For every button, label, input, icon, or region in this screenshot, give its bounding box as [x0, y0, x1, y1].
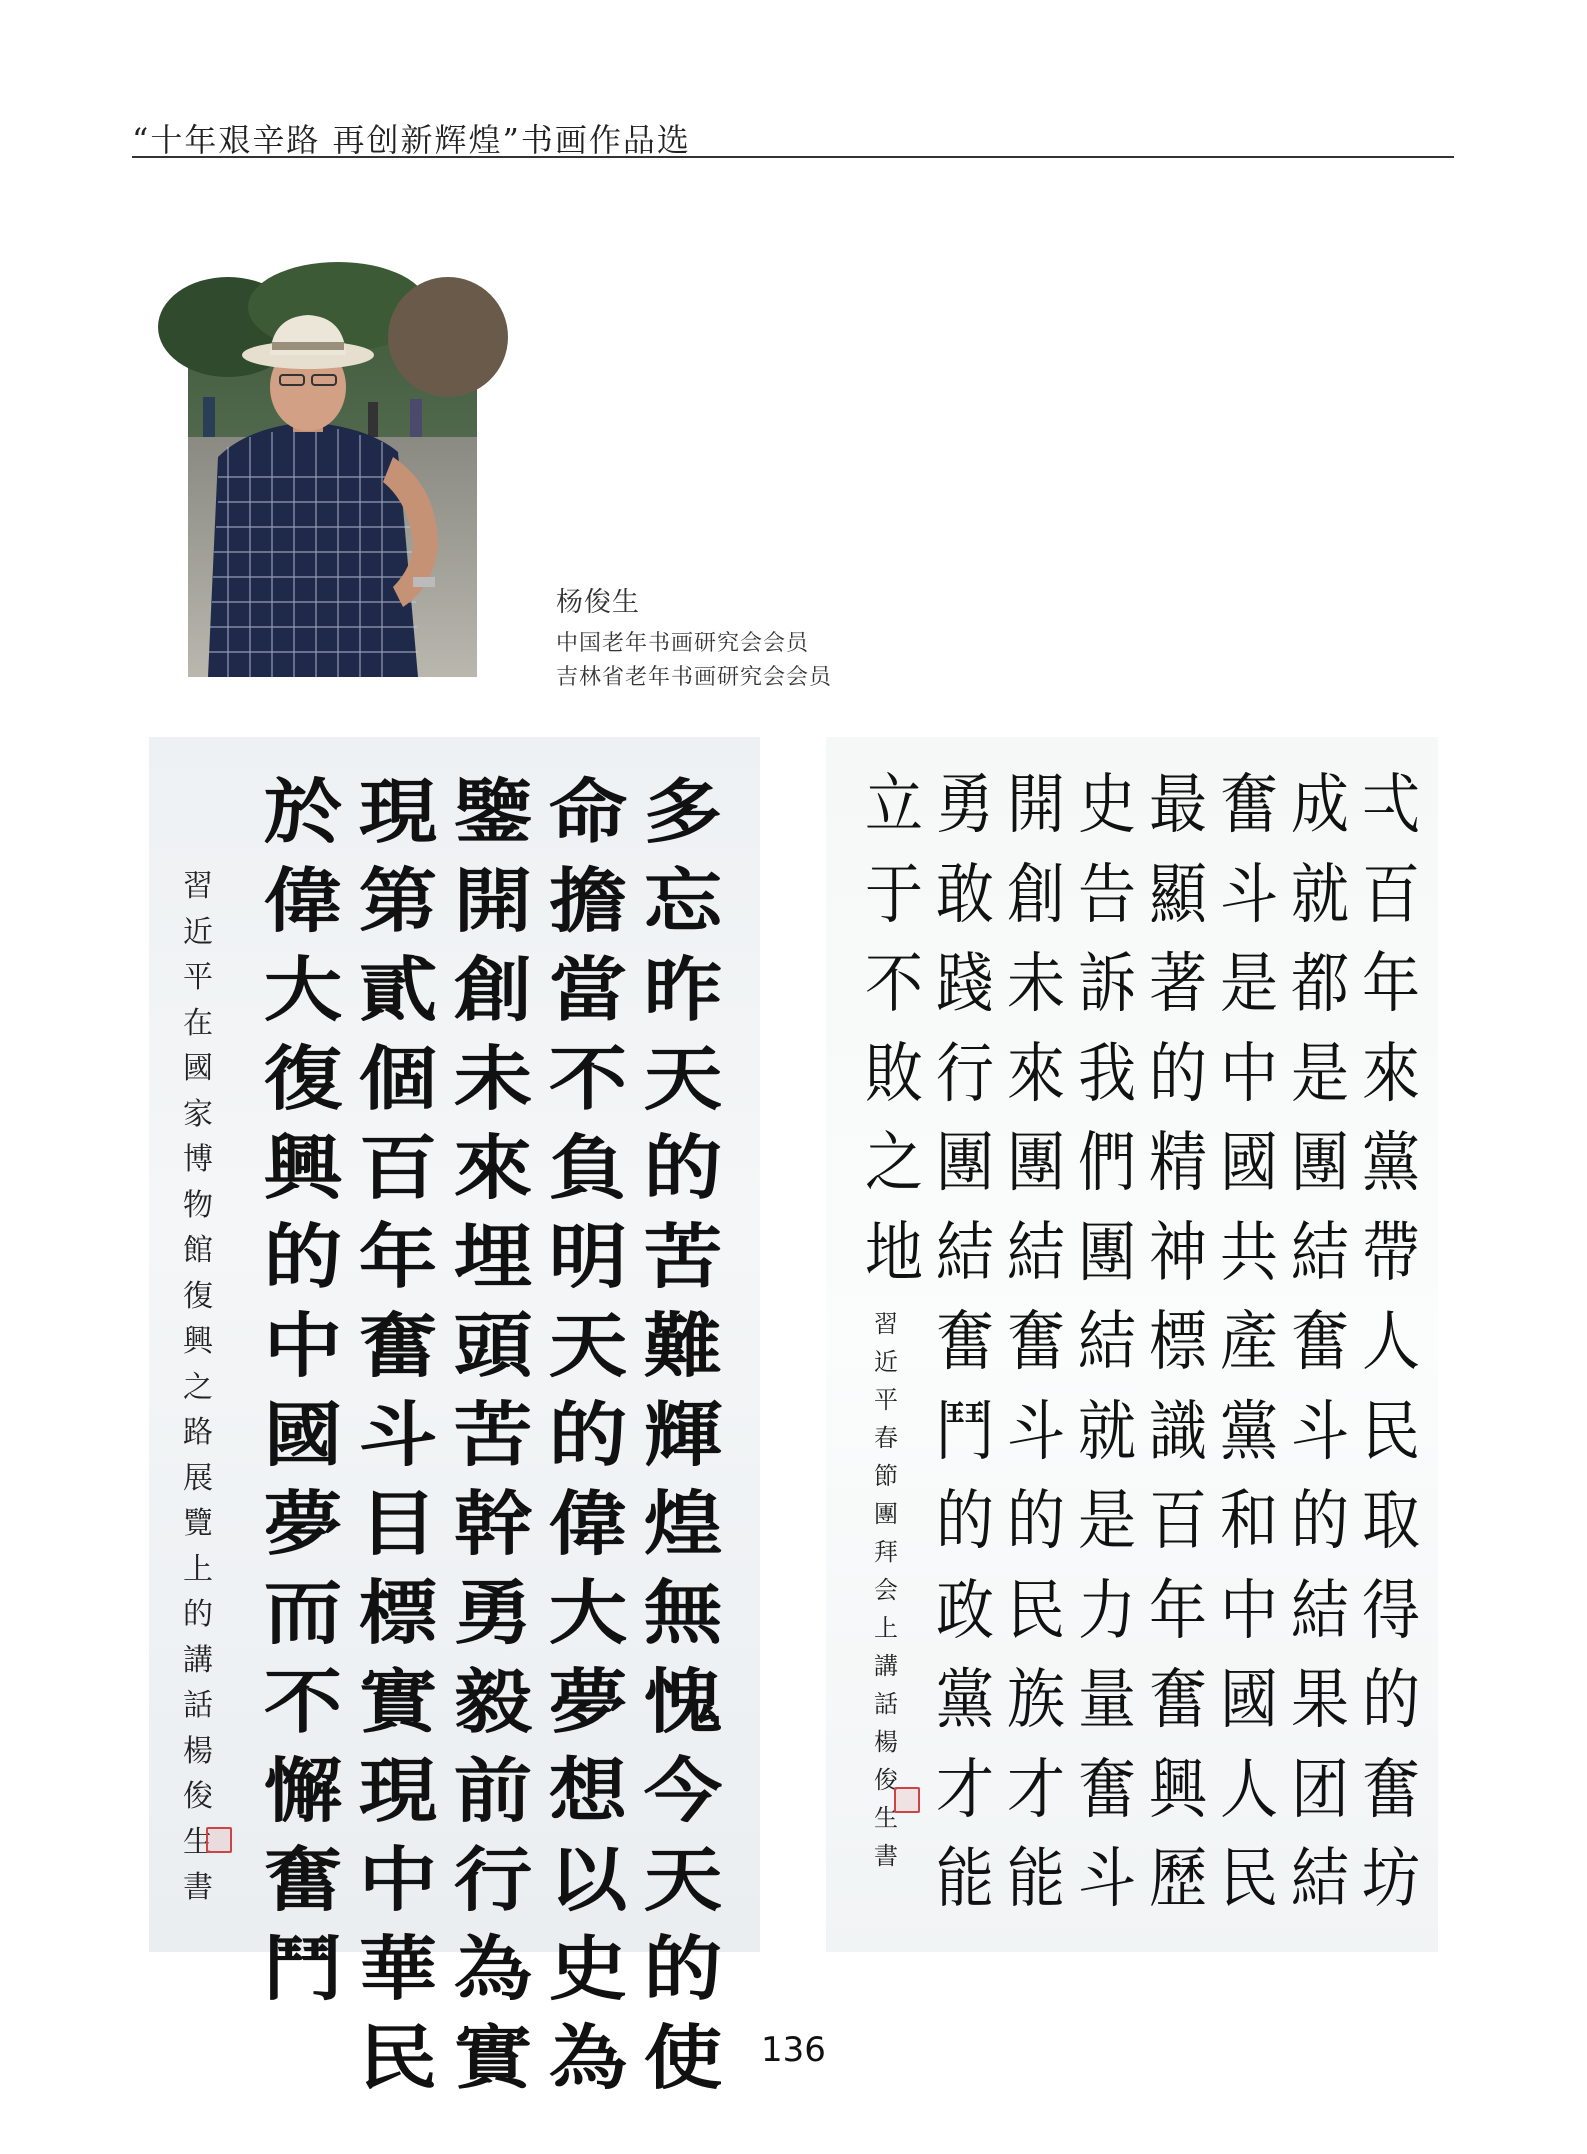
- calligraphy-character: 路: [183, 1415, 213, 1450]
- calligraphy-character: 斗: [358, 1393, 438, 1476]
- calligraphy-character: 話: [874, 1690, 898, 1718]
- calligraphy-character: 興: [1148, 1750, 1207, 1827]
- calligraphy-character: 擔: [548, 859, 628, 942]
- calligraphy-character: 幹: [453, 1482, 533, 1565]
- calligraphy-character: 實: [358, 1660, 438, 1743]
- calligraphy-character: 之: [864, 1124, 923, 1201]
- calligraphy-character: 百: [1148, 1482, 1207, 1559]
- calligraphy-character: 開: [1006, 766, 1065, 843]
- calligraphy-character: 春: [874, 1424, 898, 1452]
- calligraphy-character: 埋: [453, 1215, 533, 1298]
- calligraphy-character: 斗: [1290, 1392, 1349, 1469]
- calligraphy-character: 物: [183, 1187, 213, 1223]
- calligraphy-character: 都: [1290, 945, 1349, 1022]
- header-rule: [132, 156, 1454, 158]
- calligraphy-character: 黨: [1361, 1124, 1420, 1201]
- calligraphy-character: 中: [263, 1304, 343, 1387]
- calligraphy-character: 而: [263, 1571, 343, 1654]
- calligraphy-character: 的: [183, 1597, 213, 1632]
- calligraphy-character: 奮: [263, 1838, 343, 1921]
- calligraphy-character: 奮: [1077, 1750, 1136, 1827]
- calligraphy-character: 天: [643, 1037, 723, 1120]
- calligraphy-character: 最: [1148, 766, 1207, 843]
- calligraphy-character: 展: [183, 1460, 213, 1496]
- calligraphy-character: 愧: [643, 1660, 723, 1743]
- calligraphy-character: 踐: [935, 945, 994, 1022]
- calligraphy-character: 告: [1077, 855, 1136, 932]
- calligraphy-character: 我: [1077, 1034, 1136, 1111]
- calligraphy-character: 識: [1148, 1392, 1207, 1469]
- calligraphy-character: 不: [548, 1037, 628, 1120]
- calligraphy-character: 結: [1077, 1303, 1136, 1380]
- calligraphy-character: 命: [548, 770, 628, 853]
- calligraphy-character: 夢: [548, 1660, 628, 1743]
- calligraphy-character: 來: [453, 1126, 533, 1209]
- calligraphy-character: 人: [1361, 1303, 1420, 1380]
- calligraphy-character: 不: [263, 1660, 343, 1743]
- calligraphy-character: 結: [935, 1213, 994, 1290]
- calligraphy-character: 的: [1361, 1661, 1420, 1738]
- calligraphy-character: 國: [1219, 1661, 1278, 1738]
- calligraphy-character: 勇: [453, 1571, 533, 1654]
- calligraphy-character: 弌: [1361, 766, 1420, 843]
- calligraphy-character: 中: [1219, 1571, 1278, 1648]
- calligraphy-character: 的: [1006, 1482, 1065, 1559]
- calligraphy-character: 的: [263, 1215, 343, 1298]
- calligraphy-character: 年: [1361, 945, 1420, 1022]
- calligraphy-character: 偉: [263, 859, 343, 942]
- calligraphy-character: 習: [183, 869, 213, 904]
- calligraphy-character: 國: [1219, 1124, 1278, 1201]
- calligraphy-character: 頭: [453, 1304, 533, 1387]
- calligraphy-character: 未: [1006, 945, 1065, 1022]
- calligraphy-character: 想: [548, 1749, 628, 1832]
- calligraphy-character: 團: [1006, 1124, 1065, 1201]
- calligraphy-character: 實: [453, 2016, 533, 2099]
- calligraphy-character: 帶: [1361, 1213, 1420, 1290]
- calligraphy-character: 得: [1361, 1571, 1420, 1648]
- calligraphy-character: 使: [643, 2016, 723, 2099]
- calligraphy-scroll-seal: [826, 737, 1438, 1952]
- calligraphy-character: 團: [935, 1124, 994, 1201]
- calligraphy-character: 平: [183, 960, 213, 995]
- calligraphy-character: 力: [1077, 1571, 1136, 1648]
- calligraphy-character: 難: [643, 1304, 723, 1387]
- calligraphy-character: 神: [1148, 1213, 1207, 1290]
- calligraphy-character: 的: [1290, 1482, 1349, 1559]
- calligraphy-character: 顯: [1148, 855, 1207, 932]
- calligraphy-character: 的: [643, 1126, 723, 1209]
- calligraphy-character: 館: [183, 1233, 213, 1268]
- calligraphy-character: 敗: [864, 1034, 923, 1111]
- calligraphy-character: 貳: [358, 948, 438, 1031]
- calligraphy-character: 當: [548, 948, 628, 1031]
- calligraphy-character: 為: [548, 2016, 628, 2099]
- calligraphy-character: 年: [1148, 1571, 1207, 1648]
- calligraphy-character: 黨: [935, 1661, 994, 1738]
- calligraphy-character: 訴: [1077, 945, 1136, 1022]
- calligraphy-character: 行: [453, 1838, 533, 1921]
- calligraphy-character: 百: [1361, 855, 1420, 932]
- calligraphy-character: 覽: [183, 1506, 213, 1541]
- calligraphy-character: 斗: [1219, 855, 1278, 932]
- calligraphy-character: 興: [183, 1324, 213, 1359]
- scroll-column: [638, 770, 728, 2112]
- calligraphy-character: 立: [864, 766, 923, 843]
- calligraphy-character: 黨: [1219, 1392, 1278, 1469]
- calligraphy-character: 上: [874, 1614, 898, 1642]
- calligraphy-character: 才: [935, 1750, 994, 1827]
- calligraphy-character: 結: [1290, 1840, 1349, 1917]
- calligraphy-character: 現: [358, 770, 438, 853]
- calligraphy-character: 為: [453, 1927, 533, 2010]
- calligraphy-character: 結: [1006, 1213, 1065, 1290]
- scroll-column: [849, 766, 939, 1314]
- calligraphy-character: 今: [643, 1749, 723, 1832]
- calligraphy-character: 百: [358, 1126, 438, 1209]
- calligraphy-character: 無: [643, 1571, 723, 1654]
- calligraphy-character: 天: [643, 1838, 723, 1921]
- calligraphy-character: 昨: [643, 948, 723, 1031]
- calligraphy-character: 史: [548, 1927, 628, 2010]
- calligraphy-character: 民: [1006, 1571, 1065, 1648]
- calligraphy-character: 中: [1219, 1034, 1278, 1111]
- calligraphy-character: 忘: [643, 859, 723, 942]
- calligraphy-character: 習: [874, 1310, 898, 1338]
- scroll-column: [543, 770, 633, 2112]
- calligraphy-character: 鑒: [453, 770, 533, 853]
- calligraphy-character: 奮: [358, 1304, 438, 1387]
- calligraphy-character: 拜: [874, 1538, 898, 1566]
- calligraphy-character: 華: [358, 1927, 438, 2010]
- calligraphy-character: 的: [643, 1927, 723, 2010]
- calligraphy-character: 民: [1361, 1392, 1420, 1469]
- calligraphy-character: 的: [935, 1482, 994, 1559]
- calligraphy-character: 創: [1006, 855, 1065, 932]
- calligraphy-character: 之: [183, 1369, 213, 1405]
- calligraphy-character: 近: [874, 1348, 898, 1376]
- calligraphy-character: 是: [1219, 945, 1278, 1022]
- calligraphy-character: 族: [1006, 1661, 1065, 1738]
- calligraphy-character: 坊: [1361, 1840, 1420, 1917]
- calligraphy-character: 和: [1219, 1482, 1278, 1559]
- calligraphy-character: 興: [263, 1126, 343, 1209]
- calligraphy-character: 負: [548, 1126, 628, 1209]
- calligraphy-character: 夢: [263, 1482, 343, 1565]
- calligraphy-character: 奮: [1148, 1661, 1207, 1738]
- calligraphy-character: 講: [874, 1652, 898, 1680]
- scroll-column: [258, 770, 348, 2023]
- calligraphy-character: 不: [864, 945, 923, 1022]
- calligraphy-character: 鬥: [263, 1927, 343, 2010]
- calligraphy-character: 未: [453, 1037, 533, 1120]
- calligraphy-character: 行: [935, 1034, 994, 1111]
- calligraphy-character: 俊: [183, 1779, 213, 1814]
- calligraphy-character: 懈: [263, 1749, 343, 1832]
- calligraphy-character: 團: [1290, 1124, 1349, 1201]
- calligraphy-character: 目: [358, 1482, 438, 1565]
- calligraphy-character: 個: [358, 1037, 438, 1120]
- calligraphy-character: 於: [263, 770, 343, 853]
- calligraphy-character: 共: [1219, 1213, 1278, 1290]
- calligraphy-character: 量: [1077, 1661, 1136, 1738]
- calligraphy-character: 上: [183, 1551, 213, 1587]
- calligraphy-scroll-clerical: [149, 737, 760, 2099]
- calligraphy-character: 們: [1077, 1124, 1136, 1201]
- calligraphy-character: 奮: [1006, 1303, 1065, 1380]
- calligraphy-character: 于: [864, 855, 923, 932]
- calligraphy-character: 在: [183, 1005, 213, 1041]
- calligraphy-character: 國: [183, 1051, 213, 1086]
- book-header-title: “十年艰辛路 再创新辉煌”书画作品选: [132, 121, 691, 159]
- calligraphy-character: 敢: [935, 855, 994, 932]
- calligraphy-character: 天: [548, 1304, 628, 1387]
- calligraphy-character: 的: [1148, 1034, 1207, 1111]
- calligraphy-character: 歷: [1148, 1840, 1207, 1917]
- calligraphy-character: 苦: [453, 1393, 533, 1476]
- calligraphy-character: 奮: [1361, 1750, 1420, 1827]
- calligraphy-character: 復: [263, 1037, 343, 1120]
- calligraphy-character: 会: [874, 1576, 898, 1604]
- calligraphy-character: 家: [183, 1096, 213, 1132]
- red-seal-stamp: [894, 1787, 920, 1813]
- calligraphy-character: 苦: [643, 1215, 723, 1298]
- calligraphy-character: 果: [1290, 1661, 1349, 1738]
- calligraphy-character: 鬥: [935, 1392, 994, 1469]
- calligraphy-character: 節: [874, 1462, 898, 1490]
- page-number: 136: [761, 2030, 826, 2070]
- scroll-column: [353, 770, 443, 2112]
- calligraphy-character: 來: [1006, 1034, 1065, 1111]
- artist-membership-1: 中国老年书画研究会会员: [556, 631, 810, 656]
- calligraphy-character: 斗: [1077, 1840, 1136, 1917]
- calligraphy-character: 勇: [935, 766, 994, 843]
- calligraphy-character: 民: [358, 2016, 438, 2099]
- red-seal-stamp: [206, 1827, 232, 1853]
- calligraphy-character: 奮: [1219, 766, 1278, 843]
- calligraphy-character: 奮: [935, 1303, 994, 1380]
- calligraphy-character: 第: [358, 859, 438, 942]
- calligraphy-character: 能: [1006, 1840, 1065, 1917]
- calligraphy-character: 偉: [548, 1482, 628, 1565]
- calligraphy-character: 政: [935, 1571, 994, 1648]
- calligraphy-character: 前: [453, 1749, 533, 1832]
- calligraphy-character: 話: [183, 1688, 213, 1723]
- calligraphy-character: 俊: [874, 1766, 898, 1794]
- calligraphy-character: 團: [1077, 1213, 1136, 1290]
- calligraphy-character: 近: [183, 914, 213, 950]
- calligraphy-character: 是: [1077, 1482, 1136, 1559]
- calligraphy-character: 大: [263, 948, 343, 1031]
- artist-membership-2: 吉林省老年书画研究会会员: [556, 665, 833, 690]
- calligraphy-character: 輝: [643, 1393, 723, 1476]
- calligraphy-character: 取: [1361, 1482, 1420, 1559]
- calligraphy-character: 人: [1219, 1750, 1278, 1827]
- calligraphy-character: 以: [548, 1838, 628, 1921]
- calligraphy-character: 產: [1219, 1303, 1278, 1380]
- calligraphy-character: 明: [548, 1215, 628, 1298]
- calligraphy-character: 地: [864, 1213, 923, 1290]
- calligraphy-character: 著: [1148, 945, 1207, 1022]
- calligraphy-character: 書: [183, 1870, 213, 1905]
- calligraphy-character: 創: [453, 948, 533, 1031]
- calligraphy-character: 煌: [643, 1482, 723, 1565]
- calligraphy-character: 標: [1148, 1303, 1207, 1380]
- calligraphy-character: 史: [1077, 766, 1136, 843]
- scroll-inscription: [178, 869, 218, 1919]
- calligraphy-character: 精: [1148, 1124, 1207, 1201]
- calligraphy-character: 標: [358, 1571, 438, 1654]
- calligraphy-character: 楊: [183, 1733, 213, 1769]
- calligraphy-character: 平: [874, 1386, 898, 1414]
- calligraphy-character: 奮: [1290, 1303, 1349, 1380]
- calligraphy-character: 成: [1290, 766, 1349, 843]
- calligraphy-character: 年: [358, 1215, 438, 1298]
- calligraphy-character: 團: [874, 1500, 898, 1528]
- calligraphy-character: 毅: [453, 1660, 533, 1743]
- calligraphy-character: 復: [183, 1278, 213, 1314]
- calligraphy-character: 楊: [874, 1728, 898, 1756]
- calligraphy-character: 大: [548, 1571, 628, 1654]
- calligraphy-character: 就: [1290, 855, 1349, 932]
- calligraphy-character: 生: [874, 1804, 898, 1832]
- calligraphy-character: 結: [1290, 1213, 1349, 1290]
- calligraphy-character: 斗: [1006, 1392, 1065, 1469]
- calligraphy-character: 書: [874, 1842, 898, 1870]
- calligraphy-character: 多: [643, 770, 723, 853]
- scroll-column: [448, 770, 538, 2112]
- calligraphy-character: 团: [1290, 1750, 1349, 1827]
- calligraphy-character: 來: [1361, 1034, 1420, 1111]
- calligraphy-character: 博: [183, 1142, 213, 1177]
- calligraphy-character: 講: [183, 1642, 213, 1678]
- calligraphy-character: 民: [1219, 1840, 1278, 1917]
- calligraphy-character: 生: [183, 1824, 213, 1860]
- calligraphy-character: 的: [548, 1393, 628, 1476]
- calligraphy-character: 中: [358, 1838, 438, 1921]
- artist-name: 杨俊生: [556, 587, 640, 618]
- calligraphy-character: 結: [1290, 1571, 1349, 1648]
- calligraphy-character: 能: [935, 1840, 994, 1917]
- calligraphy-character: 國: [263, 1393, 343, 1476]
- calligraphy-character: 才: [1006, 1750, 1065, 1827]
- calligraphy-character: 開: [453, 859, 533, 942]
- artist-portrait-photo: [188, 287, 477, 677]
- calligraphy-character: 是: [1290, 1034, 1349, 1111]
- calligraphy-character: 現: [358, 1749, 438, 1832]
- calligraphy-character: 就: [1077, 1392, 1136, 1469]
